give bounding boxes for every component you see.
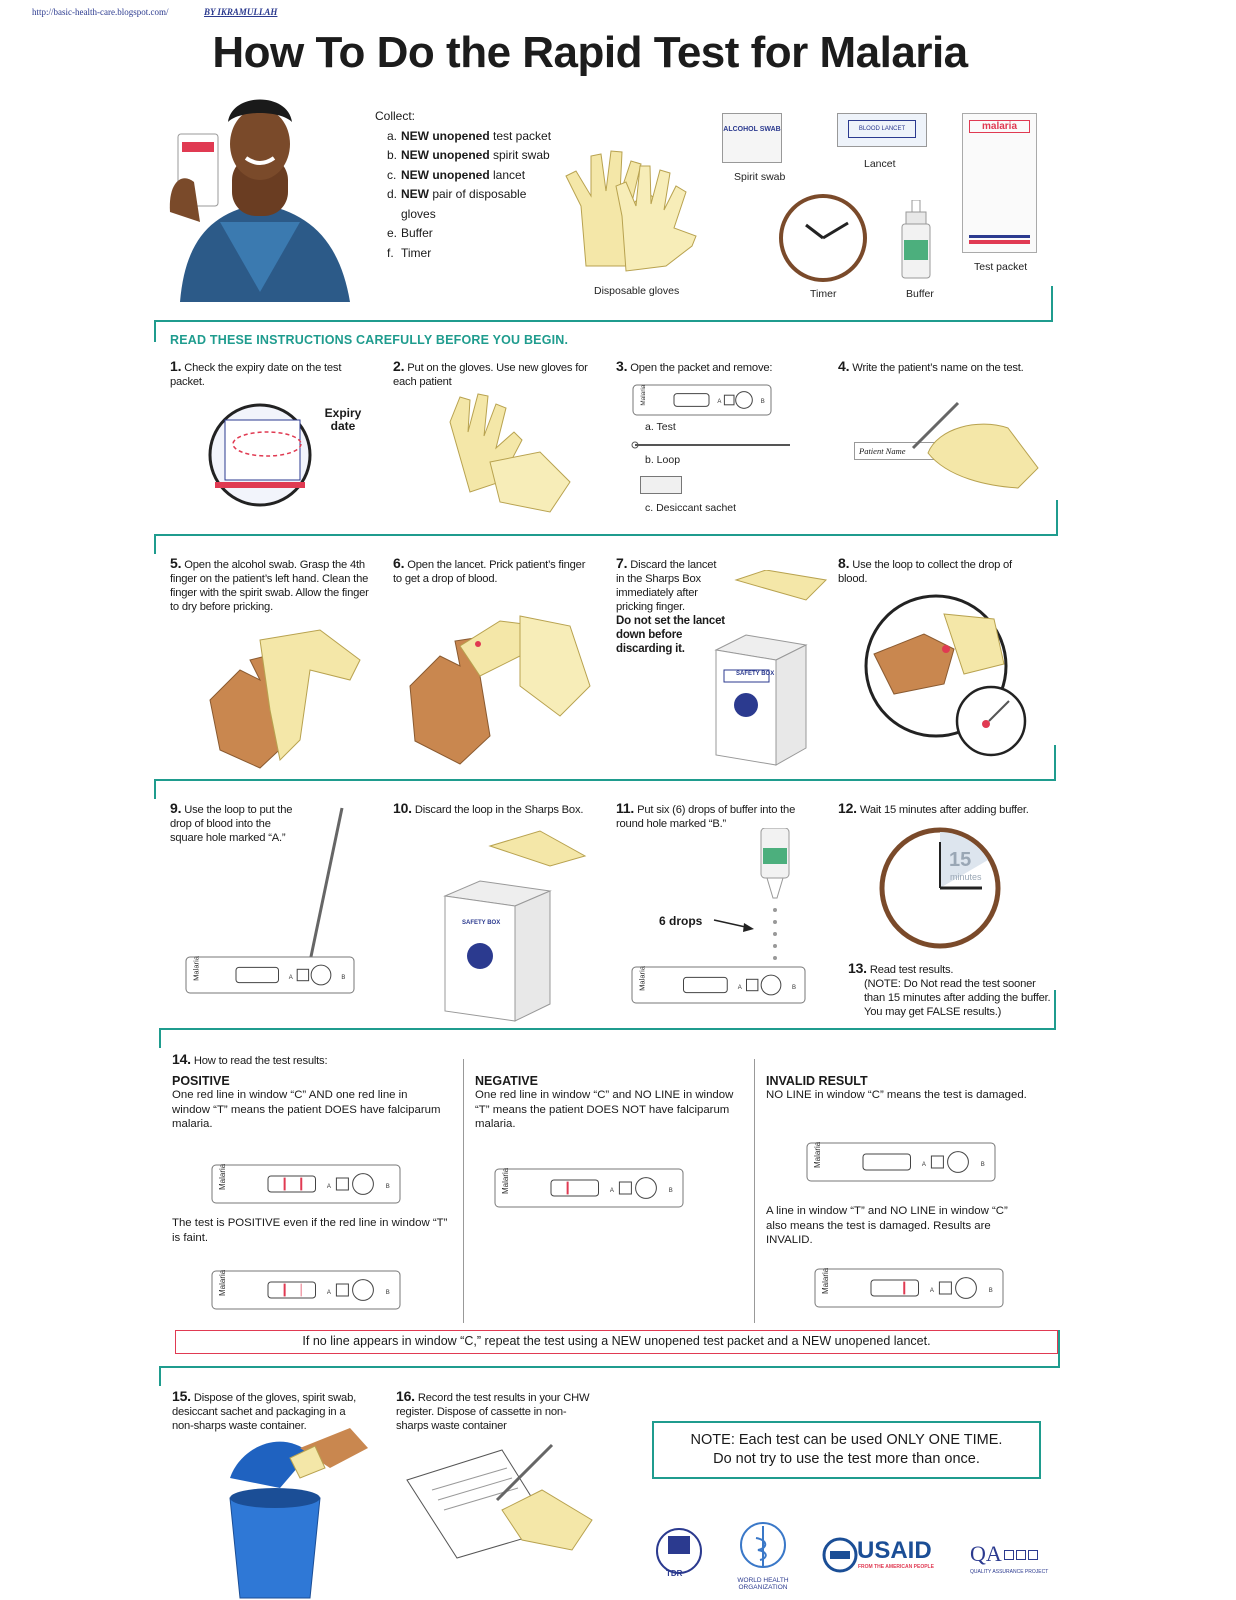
flow-line-4b <box>159 1030 161 1048</box>
sample-well-a <box>747 979 758 990</box>
gloves-caption: Disposable gloves <box>594 285 680 297</box>
who-logo-text: WORLD HEALTH ORGANIZATION <box>737 1577 789 1591</box>
step-5 <box>170 556 370 614</box>
no-line-notice: If no line appears in window “C,” repeat the test using a NEW unopened test packet and a NEW unopened lancet. <box>175 1330 1058 1354</box>
step-4-text: Write the patient’s name on the test. <box>852 362 1024 374</box>
collect-item: d. NEW pair of disposable <box>387 187 527 201</box>
cassette-b-label: B <box>341 974 346 981</box>
step-15-num: 15. <box>172 1388 191 1404</box>
cassette-b-label: B <box>668 1188 673 1194</box>
step-9-text: Use the loop to put the drop of blood into the square hole marked “A.” <box>170 804 293 844</box>
step-1-num: 1. <box>170 358 182 374</box>
sample-well-a <box>724 395 734 405</box>
spirit-swab-caption: Spirit swab <box>734 171 786 183</box>
step-5-text: Open the alcohol swab. Grasp the 4th finger on the patient’s left hand. Clean the finger with the spirit swab. Allow the finger to dry before pricking. <box>170 559 369 613</box>
cassette-result-window <box>551 1180 599 1196</box>
cassette-svg <box>632 384 772 416</box>
invalid-cassette <box>806 1142 996 1182</box>
step-12 <box>838 801 1048 817</box>
expiry-date-magnifier <box>205 400 315 510</box>
patient-name-label: Patient Name <box>854 442 944 460</box>
cassette-brand: Malaria <box>639 384 647 406</box>
invalid-cassette-2 <box>814 1268 1004 1308</box>
step-7-num: 7. <box>616 555 628 571</box>
step-13-text: Read test results. <box>869 964 954 976</box>
cassette-b-label: B <box>980 1162 985 1168</box>
cassette-result-window <box>268 1282 316 1298</box>
cassette-b-label: B <box>760 399 765 406</box>
collect-item: e. Buffer <box>387 226 433 240</box>
usaid-seal-icon <box>822 1537 858 1573</box>
clock-minutes-unit: minutes <box>950 872 982 882</box>
sharps-box-step-7 <box>706 570 831 770</box>
byline: BY IKRAMULLAH <box>204 7 278 17</box>
flow-line-5 <box>159 1330 1060 1368</box>
collect-item: b. NEW unopened spirit swab <box>387 148 550 162</box>
flow-line-5b <box>159 1368 161 1386</box>
step-12-text: Wait 15 minutes after adding buffer. <box>859 804 1029 816</box>
final-note-box <box>652 1421 1041 1479</box>
cassette-b-label: B <box>385 1290 390 1296</box>
final-note-line-1: NOTE: Each test can be used ONLY ONE TIME. <box>690 1432 1003 1448</box>
step-13-num: 13. <box>848 960 867 976</box>
cassette-result-window <box>863 1154 911 1170</box>
cassette-b-label: B <box>792 984 797 991</box>
step-1 <box>170 359 365 389</box>
sample-well-a <box>297 969 308 980</box>
final-note-line-2: Do not try to use the test more than once. <box>713 1451 980 1467</box>
cassette-svg <box>185 956 355 994</box>
timer-clock-icon <box>778 193 868 283</box>
cassette-a-label: A <box>609 1188 614 1194</box>
cassette-result-window <box>674 394 709 407</box>
test-packet <box>962 113 1037 253</box>
usaid-logo-text: USAID <box>857 1537 932 1564</box>
step-6-num: 6. <box>393 555 405 571</box>
negative-cassette <box>494 1168 684 1208</box>
buffer-well-b <box>948 1152 969 1173</box>
step-6-text: Open the lancet. Prick patient’s finger to get a drop of blood. <box>393 559 586 585</box>
step-14 <box>172 1052 327 1068</box>
recording-results-illustration <box>402 1440 602 1560</box>
cassette-brand: Malaria <box>813 1142 822 1168</box>
lancet-pack <box>837 113 927 147</box>
step-1-text: Check the expiry date on the test packet. <box>170 362 342 388</box>
sample-well-a <box>931 1156 943 1168</box>
step-4 <box>838 359 1048 375</box>
qa-logo-boxes <box>1004 1550 1038 1560</box>
cassette-a-label: A <box>288 974 293 981</box>
buffer-caption: Buffer <box>906 288 934 300</box>
cassette-brand: Malaria <box>218 1270 227 1296</box>
step-13-note: (NOTE: Do Not read the test sooner than 15 minutes after adding the buffer. You may get FALSE results.) <box>864 978 1051 1018</box>
sample-well-a <box>336 1284 348 1296</box>
invalid-text: NO LINE in window “C” means the test is damaged. <box>766 1089 1027 1101</box>
flow-line-2 <box>154 500 1058 536</box>
step-9-num: 9. <box>170 800 182 816</box>
cassette-b-label: B <box>988 1288 993 1294</box>
loop-into-well-icon <box>300 806 350 976</box>
step-3-item-b: b. Loop <box>645 454 681 466</box>
step-3-item-c: c. Desiccant sachet <box>645 502 737 514</box>
flow-line-4 <box>159 990 1056 1030</box>
positive-faint-text: The test is POSITIVE even if the red line in window “T” is faint. <box>172 1217 448 1244</box>
step-4-num: 4. <box>838 358 850 374</box>
flow-line-3 <box>154 745 1056 781</box>
cassette-brand: Malaria <box>637 966 647 991</box>
pricking-finger-illustration <box>400 606 595 766</box>
buffer-well-b <box>636 1178 657 1199</box>
positive-heading: POSITIVE <box>172 1074 230 1088</box>
invalid-text-2: A line in window “T” and NO LINE in window “C” also means the test is damaged. Results are INVALID. <box>766 1205 1008 1246</box>
step-2-text: Put on the gloves. Use new gloves for each patient <box>393 362 588 388</box>
cassette-result-window <box>268 1176 316 1192</box>
gloves-illustration <box>556 146 706 281</box>
flow-line-2b <box>154 536 156 554</box>
step-11 <box>616 801 816 831</box>
qa-tagline: QUALITY ASSURANCE PROJECT <box>970 1569 1049 1575</box>
step-3-item-a: a. Test <box>645 421 676 433</box>
sample-well-a <box>336 1178 348 1190</box>
desiccant-sachet-icon <box>640 476 682 494</box>
cassette-a-label: A <box>326 1290 331 1296</box>
usaid-tagline: FROM THE AMERICAN PEOPLE <box>858 1564 934 1570</box>
cassette-a-label: A <box>326 1184 331 1190</box>
buffer-well-b <box>956 1278 977 1299</box>
invalid-heading: INVALID RESULT <box>766 1074 868 1088</box>
step-10-num: 10. <box>393 800 412 816</box>
collect-heading: Collect: <box>375 109 416 123</box>
cassette-svg <box>494 1168 684 1208</box>
cassette-svg <box>806 1142 996 1182</box>
cassette-a-label: A <box>921 1162 926 1168</box>
cassette-a-label: A <box>737 984 742 991</box>
step-16 <box>396 1389 596 1433</box>
page-title: How To Do the Rapid Test for Malaria <box>212 28 968 77</box>
collect-item: c. NEW unopened lancet <box>387 167 526 182</box>
positive-faint-cassette <box>211 1270 401 1310</box>
arrow-icon <box>712 916 756 932</box>
timer-caption: Timer <box>810 288 837 300</box>
buffer-bottle-icon <box>898 200 934 280</box>
buffer-well-b <box>311 965 331 985</box>
collect-item: gloves <box>401 206 436 221</box>
step-3-text: Open the packet and remove: <box>630 362 773 374</box>
wait-clock-icon <box>878 826 1003 951</box>
test-cassette-step-9 <box>185 956 355 994</box>
positive-cassette <box>211 1164 401 1204</box>
test-cassette <box>632 384 772 416</box>
collect-item: f. Timer <box>387 245 432 260</box>
step-8-text: Use the loop to collect the drop of blood. <box>838 559 1012 585</box>
sharps-box-label-7: SAFETY BOX <box>736 671 775 677</box>
buffer-well-b <box>736 392 753 409</box>
result-negative <box>475 1074 740 1132</box>
waste-bin-illustration <box>220 1428 370 1600</box>
step-8 <box>838 556 1028 586</box>
test-packet-brand: malaria <box>969 120 1030 133</box>
step-7-text: Discard the lancet in the Sharps Box immediately after pricking finger. <box>616 559 717 613</box>
step-15-text: Dispose of the gloves, spirit swab, desiccant sachet and packaging in a non-sharps waste container. <box>172 1392 357 1432</box>
sample-well-a <box>939 1282 951 1294</box>
six-drops-label: 6 drops <box>659 914 703 928</box>
buffer-well-b <box>353 1280 374 1301</box>
step-12-num: 12. <box>838 800 857 816</box>
read-instructions-banner: READ THESE INSTRUCTIONS CAREFULLY BEFORE YOU BEGIN. <box>170 333 569 347</box>
results-divider-1 <box>463 1059 464 1323</box>
collect-item: a. NEW unopened test packet <box>387 128 552 143</box>
writing-hand-illustration <box>908 398 1048 493</box>
flow-line-1b <box>154 322 156 342</box>
sample-well-a <box>619 1182 631 1194</box>
cassette-a-label: A <box>717 399 722 406</box>
step-8-num: 8. <box>838 555 850 571</box>
step-10 <box>393 801 603 817</box>
result-invalid <box>766 1074 1051 1103</box>
cassette-result-window <box>236 967 279 982</box>
step-15 <box>172 1389 367 1433</box>
step-3 <box>616 359 806 375</box>
negative-heading: NEGATIVE <box>475 1074 538 1088</box>
step-16-num: 16. <box>396 1388 415 1404</box>
sharps-box-label-10: SAFETY BOX <box>462 920 501 926</box>
spirit-swab-pack: ALCOHOL SWAB <box>722 113 782 163</box>
buffer-dropper-illustration <box>755 828 795 968</box>
cassette-result-window <box>871 1280 919 1296</box>
collect-list <box>375 107 551 263</box>
flow-line-1 <box>154 286 1053 322</box>
source-url[interactable]: http://basic-health-care.blogspot.com/ <box>32 7 169 17</box>
step-10-text: Discard the loop in the Sharps Box. <box>414 804 584 816</box>
health-worker-illustration <box>160 92 370 302</box>
cassette-a-label: A <box>929 1288 934 1294</box>
step-2 <box>393 359 588 389</box>
flow-line-3b <box>154 781 156 799</box>
lancet-pack-label: BLOOD LANCET <box>848 120 916 138</box>
collect-items <box>375 127 551 264</box>
step-6 <box>393 556 593 586</box>
step-16-text: Record the test results in your CHW register. Dispose of cassette in non-sharps waste container <box>396 1392 590 1432</box>
cassette-brand: Malaria <box>191 956 201 981</box>
result-positive <box>172 1074 447 1132</box>
step-3-num: 3. <box>616 358 628 374</box>
step-2-num: 2. <box>393 358 405 374</box>
negative-text: One red line in window “C” and NO LINE in window “T” means the patient DOES NOT have falciparum malaria. <box>475 1089 734 1130</box>
results-divider-2 <box>754 1059 755 1323</box>
putting-on-gloves-illustration <box>430 392 580 517</box>
cassette-brand: Malaria <box>501 1168 510 1194</box>
step-11-text: Put six (6) drops of buffer into the round hole marked “B.” <box>616 804 796 830</box>
cassette-svg <box>814 1268 1004 1308</box>
clock-15-number: 15 <box>949 849 972 871</box>
collect-blood-illustration <box>864 594 1034 764</box>
step-9 <box>170 801 300 845</box>
lancet-caption: Lancet <box>864 158 896 170</box>
buffer-well-b <box>353 1174 374 1195</box>
who-logo <box>738 1520 788 1570</box>
cassette-brand: Malaria <box>218 1164 227 1190</box>
step-7-warning: Do not set the lancet down before discarding it. <box>616 615 725 655</box>
tdr-logo-text: TDR <box>666 1569 683 1578</box>
cassette-brand: Malaria <box>821 1268 830 1294</box>
cassette-svg <box>211 1270 401 1310</box>
step-5-num: 5. <box>170 555 182 571</box>
test-packet-caption: Test packet <box>974 261 1028 273</box>
step-14-text: How to read the test results: <box>193 1055 328 1067</box>
loop-icon <box>630 440 795 450</box>
positive-text: One red line in window “C” AND one red line in window “T” means the patient DOES have falciparum malaria. <box>172 1089 441 1130</box>
cassette-svg <box>211 1164 401 1204</box>
step-14-num: 14. <box>172 1051 191 1067</box>
qa-logo-text: QA <box>970 1541 1002 1566</box>
expiry-date-callout: Expiry date <box>324 406 362 433</box>
step-11-num: 11. <box>616 800 635 816</box>
cassette-b-label: B <box>385 1184 390 1190</box>
